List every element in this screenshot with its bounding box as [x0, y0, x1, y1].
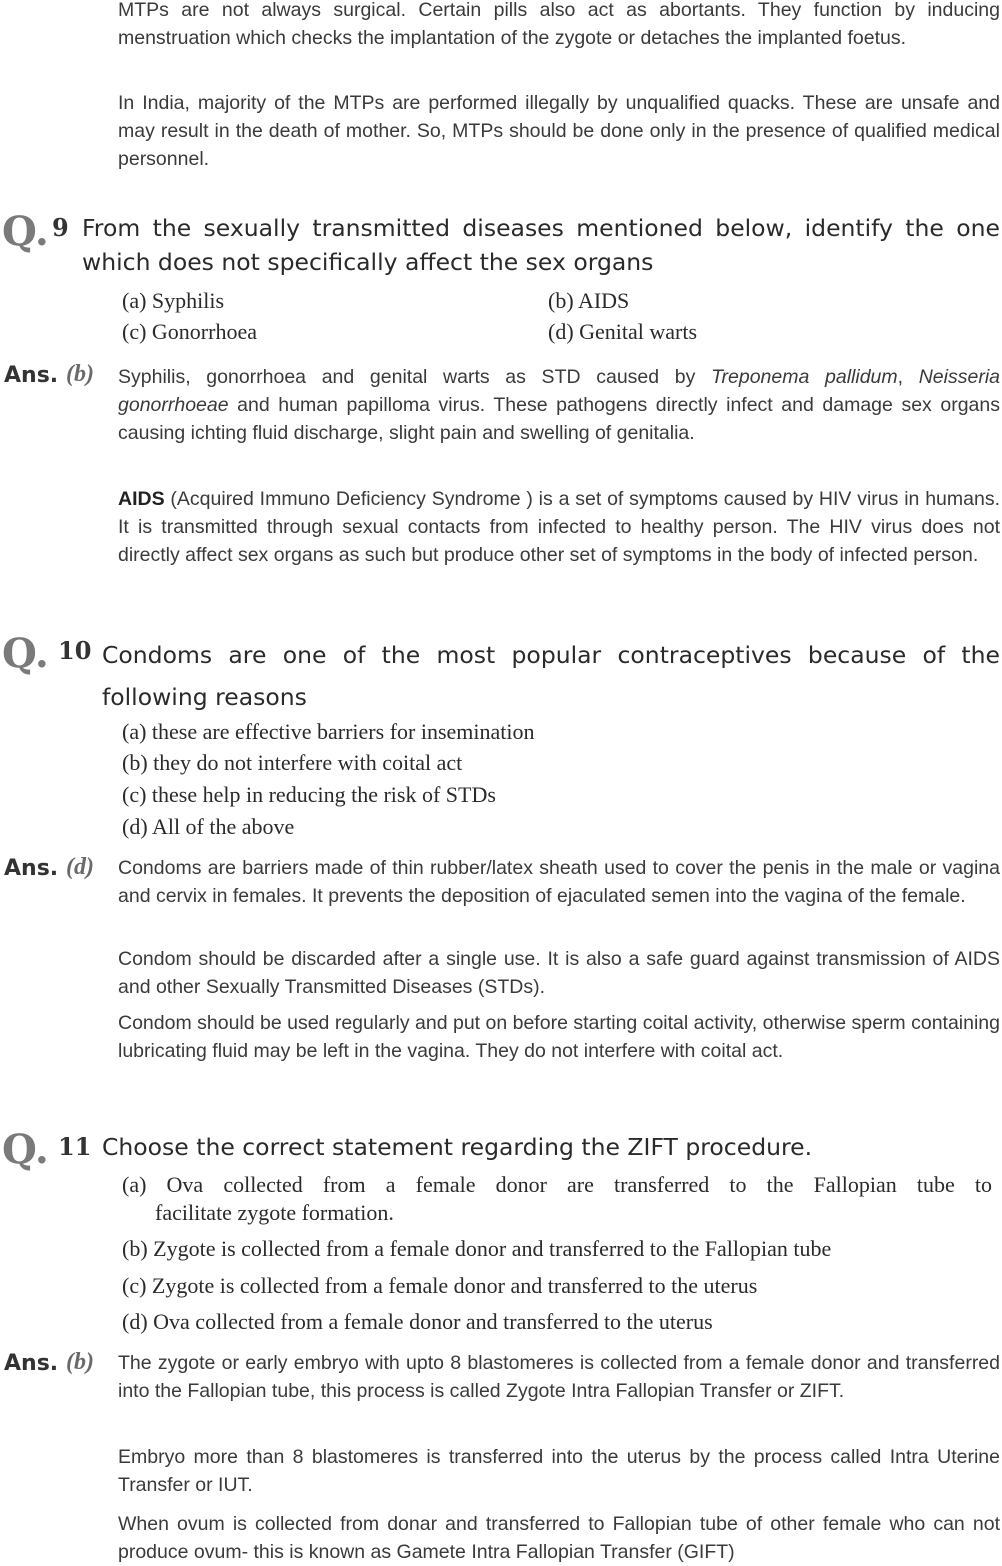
answer-paragraph-2: Embryo more than 8 blastomeres is transferred into the uterus by the process called Intra Uterine Transfer or IUT. — [118, 1446, 1000, 1496]
option-a: (a) these are effective barriers for insemination — [122, 719, 535, 744]
question-text: From the sexually transmitted diseases mentioned below, identify the one which does not specifically affect the sex organs — [82, 214, 1000, 276]
option-a: (a) Syphilis — [122, 288, 225, 313]
option-c: (c) Gonorrhoea — [122, 319, 257, 344]
answer-paragraph-2: Condom should be discarded after a single use. It is also a safe guard against transmission of AIDS and other Sexually Transmitted Diseases (STDs). — [118, 948, 1000, 998]
intro-paragraph-2: In India, majority of the MTPs are performed illegally by unqualified quacks. These are unsafe and may result in the death of mother. So, MTPs should be done only in the presence of qualified medical personnel. — [118, 92, 1000, 170]
answer-paragraph-1: The zygote or early embryo with upto 8 blastomeres is collected from a female donor and transferred into the Fallopian tube, this process is called Zygote Intra Fallopian Transfer or ZIFT. — [118, 1352, 1000, 1402]
answer-label: Ans. — [4, 1351, 59, 1376]
answer-letter: (b) — [66, 1349, 94, 1375]
answer-letter: (d) — [66, 854, 94, 880]
option-d: (d) Ova collected from a female donor and transferred to the uterus — [122, 1309, 713, 1334]
option-b: (b) Zygote is collected from a female donor and transferred to the Fallopian tube — [122, 1236, 832, 1261]
question-text: Condoms are one of the most popular contraceptives because of the following reasons — [102, 641, 1000, 711]
answer-paragraph-3: When ovum is collected from donar and transferred to Fallopian tube of other female who can not produce ovum- this is known as Gamete Intra Fallopian Transfer (GIFT) — [118, 1513, 1000, 1563]
option-b: (b) AIDS — [548, 288, 630, 313]
question-number: 10 — [58, 636, 92, 665]
option-a: (a) Ova collected from a female donor are transferred to the Fallopian tube to — [122, 1172, 992, 1197]
option-c: (c) Zygote is collected from a female donor and transferred to the uterus — [122, 1273, 758, 1298]
question-marker: Q. — [2, 630, 49, 677]
option-b: (b) they do not interfere with coital act — [122, 750, 463, 775]
option-a-continued: facilitate zygote formation. — [155, 1200, 394, 1225]
option-c: (c) these help in reducing the risk of STDs — [122, 782, 496, 807]
answer-label: Ans. — [4, 363, 59, 388]
answer-letter: (b) — [66, 361, 94, 387]
option-d: (d) Genital warts — [548, 319, 698, 344]
answer-label: Ans. — [4, 856, 59, 881]
answer-paragraph-1: Condoms are barriers made of thin rubber/latex sheath used to cover the penis in the male or vagina and cervix in females. It prevents the deposition of ejaculated semen into the vagina of the female. — [118, 857, 1000, 907]
answer-paragraph-3: Condom should be used regularly and put on before starting coital activity, otherwise sperm containing lubricating fluid may be left in the vagina. They do not interfere with coital act. — [118, 1012, 1000, 1062]
question-number: 9 — [52, 213, 69, 242]
answer-paragraph-2: AIDS (Acquired Immuno Deficiency Syndrome ) is a set of symptoms caused by HIV virus in humans. It is transmitted through sexual contacts from infected to healthy person. The HIV virus does not directly affect sex organs as such but produce other set of symptoms in the body of infected person. — [118, 488, 1000, 566]
question-text: Choose the correct statement regarding the ZIFT procedure. — [102, 1133, 813, 1161]
question-marker: Q. — [2, 208, 49, 255]
question-number: 11 — [58, 1132, 92, 1161]
option-d: (d) All of the above — [122, 814, 295, 839]
intro-paragraph-1: MTPs are not always surgical. Certain pills also act as abortants. They function by inducing menstruation which checks the implantation of the zygote or detaches the implanted foetus. — [118, 0, 1000, 49]
question-marker: Q. — [2, 1126, 49, 1173]
answer-paragraph-1: Syphilis, gonorrhoea and genital warts as STD caused by Treponema pallidum, Neisseria gonorrhoeae and human papilloma virus. These pathogens directly infect and damage sex organs causing ichting fluid discharge, slight pain and swelling of genitalia. — [118, 366, 1000, 444]
